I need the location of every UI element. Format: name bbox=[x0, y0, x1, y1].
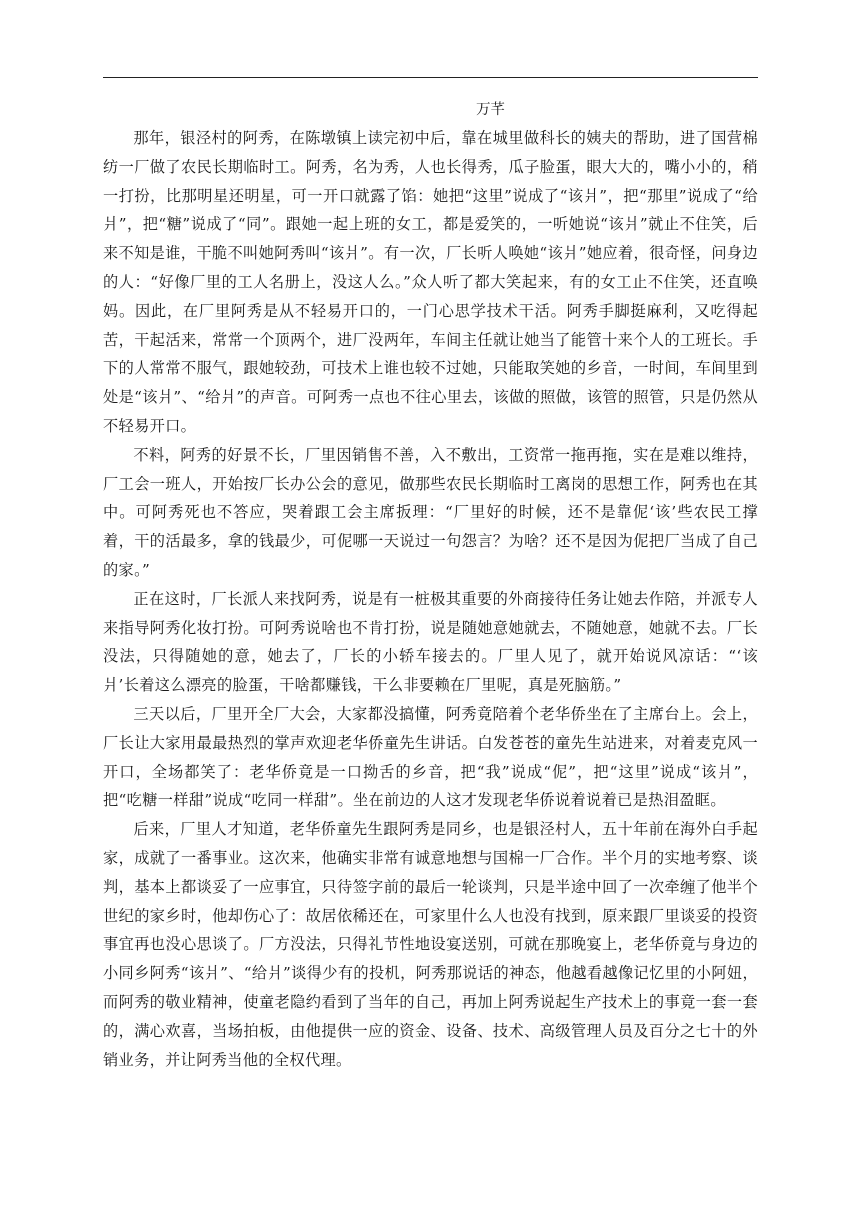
paragraph: 那年，银泾村的阿秀，在陈墩镇上读完初中后，靠在城里做科长的姨夫的帮助，进了国营棉纺一厂做了农民长期临时工。阿秀，名为秀，人也长得秀，瓜子脸蛋，眼大大的，嘴小小的，稍一打扮，比那明星还明星，可一开口就露了馅：她把“这里”说成了“该爿”，把“那里”说成了“给爿”，把“糖”说成了“同”。跟她一起上班的女工，都是爱笑的，一听她说“该爿”就止不住笑，后来不知是谁，干脆不叫她阿秀叫“该爿”。有一次，厂长听人唤她“该爿”她应着，很奇怪，问身边的人：“好像厂里的工人名册上，没这人么。”众人听了都大笑起来，有的女工止不住笑，还直唤妈。因此，在厂里阿秀是从不轻易开口的，一门心思学技术干活。阿秀手脚挺麻利，又吃得起苦，干起活来，常常一个顶两个，进厂没两年，车间主任就让她当了能管十来个人的工班长。手下的人常常不服气，跟她较劲，可技术上谁也较不过她，只能取笑她的乡音，一时间，车间里到处是“该爿”、“给爿”的声音。可阿秀一点也不往心里去，该做的照做，该管的照管，只是仍然从不轻易开口。 bbox=[103, 129, 758, 435]
paragraph: 后来，厂里人才知道，老华侨童先生跟阿秀是同乡，也是银泾村人，五十年前在海外白手起家，成就了一番事业。这次来，他确实非常有诚意地想与国棉一厂合作。半个月的实地考察、谈判，基本上都谈妥了一应事宜，只待签字前的最后一轮谈判，只是半途中回了一次牵缠了他半个世纪的家乡时，他却伤心了：故居依稀还在，可家里什么人也没有找到，原来跟厂里谈妥的投资事宜再也没心思谈了。厂方没法，只得礼节性地设宴送别，可就在那晚宴上，老华侨竟与身边的小同乡阿秀“该爿”、“给爿”谈得少有的投机，阿秀那说话的神态，他越看越像记忆里的小阿妞，而阿秀的敬业精神，使童老隐约看到了当年的自己，再加上阿秀说起生产技术上的事竟一套一套的，满心欢喜，当场拍板，由他提供一应的资金、设备、技术、高级管理人员及百分之七十的外销业务，并让阿秀当他的全权代理。 bbox=[103, 820, 758, 1069]
paragraph: 不料，阿秀的好景不长，厂里因销售不善，入不敷出，工资常一拖再拖，实在是难以维持，厂工会一班人，开始按厂长办公会的意见，做那些农民长期临时工离岗的思想工作，阿秀也在其中。可阿秀死也不答应，哭着跟工会主席扳理：“厂里好的时候，还不是靠伲‘该’些农民工撑着，干的活最多，拿的钱最少，可伲哪一天说过一句怨言？为啥？还不是因为伲把厂当成了自己的家。” bbox=[103, 445, 758, 579]
author-name: 万芊 bbox=[476, 102, 505, 118]
article-body bbox=[103, 96, 758, 1074]
paragraph: 三天以后，厂里开全厂大会，大家都没搞懂，阿秀竟陪着个老华侨坐在了主席台上。会上，厂长让大家用最最热烈的掌声欢迎老华侨童先生讲话。白发苍苍的童先生站进来，对着麦克风一开口，全场都笑了：老华侨竟是一口拗舌的乡音，把“我”说成“伲”，把“这里”说成“该爿”，把“吃糖一样甜”说成“吃同一样甜”。坐在前边的人这才发现老华侨说着说着已是热泪盈眶。 bbox=[103, 704, 758, 810]
header-rule bbox=[103, 77, 758, 78]
paragraph: 正在这时，厂长派人来找阿秀，说是有一桩极其重要的外商接待任务让她去作陪，并派专人来指导阿秀化妆打扮。可阿秀说啥也不肯打扮，说是随她意她就去，不随她意，她就不去。厂长没法，只得随她的意，她去了，厂长的小轿车接去的。厂里人见了，就开始说风凉话：“‘该爿’长着这么漂亮的脸蛋，干啥都赚钱，干么非要赖在厂里呢，真是死脑筋。” bbox=[103, 589, 758, 695]
